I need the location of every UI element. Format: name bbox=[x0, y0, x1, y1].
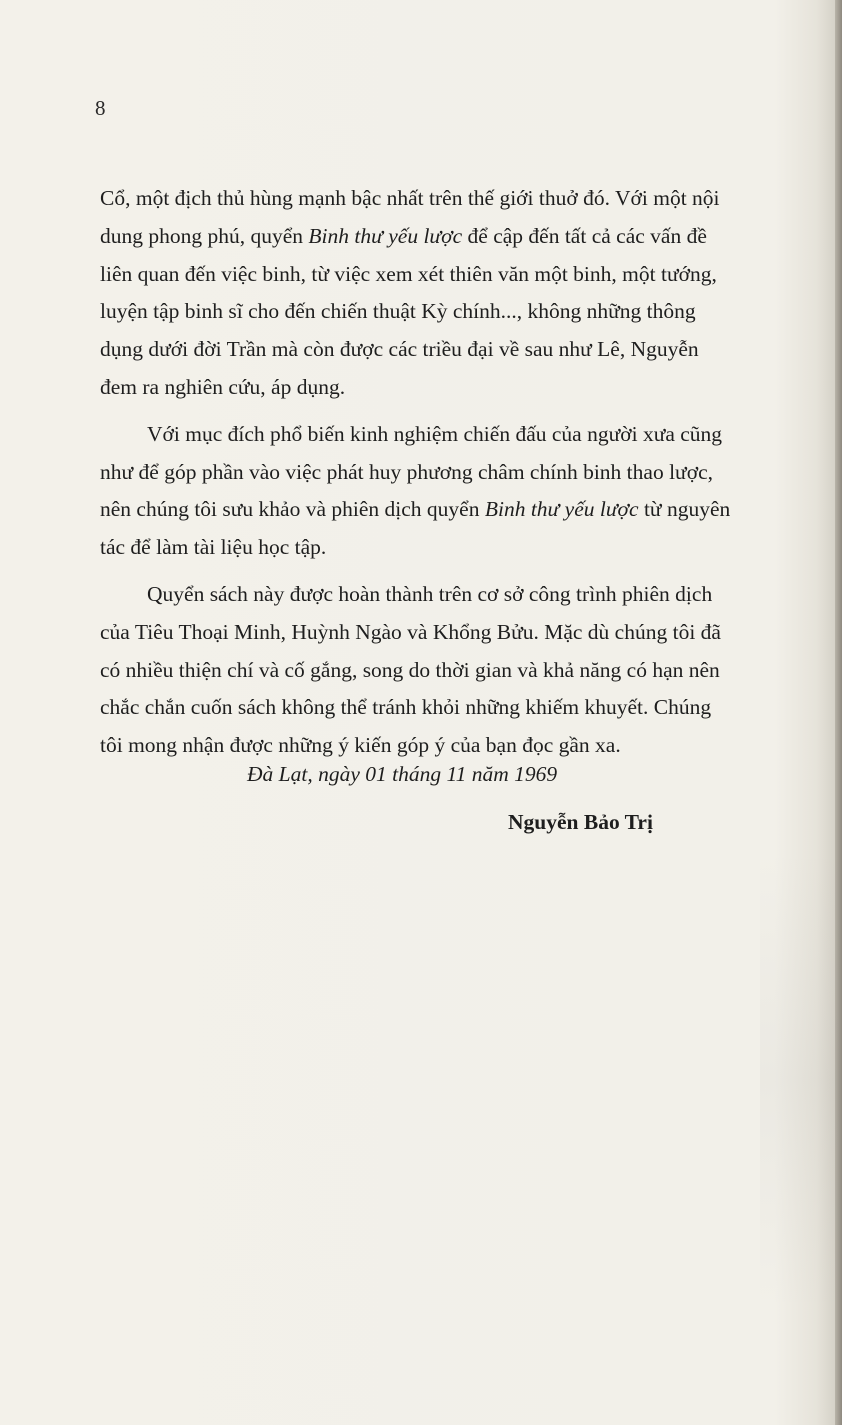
text-line: đem ra nghiên cứu, áp dụng. bbox=[100, 374, 346, 399]
book-title-italic: Binh thư yếu lược bbox=[484, 497, 639, 522]
paragraph-2 bbox=[100, 416, 836, 567]
text-line: của Tiêu Thoại Minh, Huỳnh Ngào và Khổng Bửu. Mặc dù chúng tôi đã bbox=[100, 619, 721, 644]
text-line: Với mục đích phổ biến kinh nghiệm chiến đấu của người xưa cũng bbox=[147, 421, 723, 446]
text-run: để cập đến tất cả các vấn đề bbox=[462, 223, 707, 248]
text-line: Cổ, một địch thủ hùng mạnh bậc nhất trên thế giới thuở đó. Với một nội bbox=[100, 186, 720, 210]
text-line: tác để làm tài liệu học tập. bbox=[100, 535, 327, 560]
text-line: chắc chắn cuốn sách không thể tránh khỏi những khiếm khuyết. Chúng bbox=[100, 695, 712, 720]
text-line: dụng dưới đời Trần mà còn được các triều đại về sau như Lê, Nguyễn bbox=[100, 337, 699, 362]
paragraph-3 bbox=[100, 576, 836, 765]
text-line: liên quan đến việc binh, từ việc xem xét thiên văn một binh, một tướng, bbox=[100, 261, 717, 286]
place-date-line: Đà Lạt, ngày 01 tháng 11 năm 1969 bbox=[247, 762, 558, 786]
text-line: luyện tập binh sĩ cho đến chiến thuật Kỳ chính..., không những thông bbox=[100, 299, 696, 324]
body-text bbox=[100, 180, 836, 765]
text-line bbox=[100, 218, 836, 256]
text-run: dung phong phú, quyển bbox=[100, 223, 309, 248]
paragraph-1 bbox=[100, 180, 836, 407]
page-number: 8 bbox=[95, 96, 106, 120]
text-run: nên chúng tôi sưu khảo và phiên dịch quyển bbox=[100, 497, 485, 522]
text-line: có nhiều thiện chí và cố gắng, song do thời gian và khả năng có hạn nên bbox=[100, 657, 720, 682]
text-run: từ nguyên bbox=[638, 497, 731, 522]
book-title-italic: Binh thư yếu lược bbox=[308, 223, 463, 248]
show-through-shadow bbox=[760, 850, 840, 1310]
text-line: Quyển sách này được hoàn thành trên cơ sở công trình phiên dịch bbox=[147, 581, 713, 606]
text-line bbox=[100, 491, 836, 529]
text-line: như để góp phần vào việc phát huy phương châm chính binh thao lược, bbox=[100, 459, 713, 484]
text-line: tôi mong nhận được những ý kiến góp ý của bạn đọc gần xa. bbox=[100, 733, 621, 758]
author-signature: Nguyễn Bảo Trị bbox=[508, 810, 653, 834]
